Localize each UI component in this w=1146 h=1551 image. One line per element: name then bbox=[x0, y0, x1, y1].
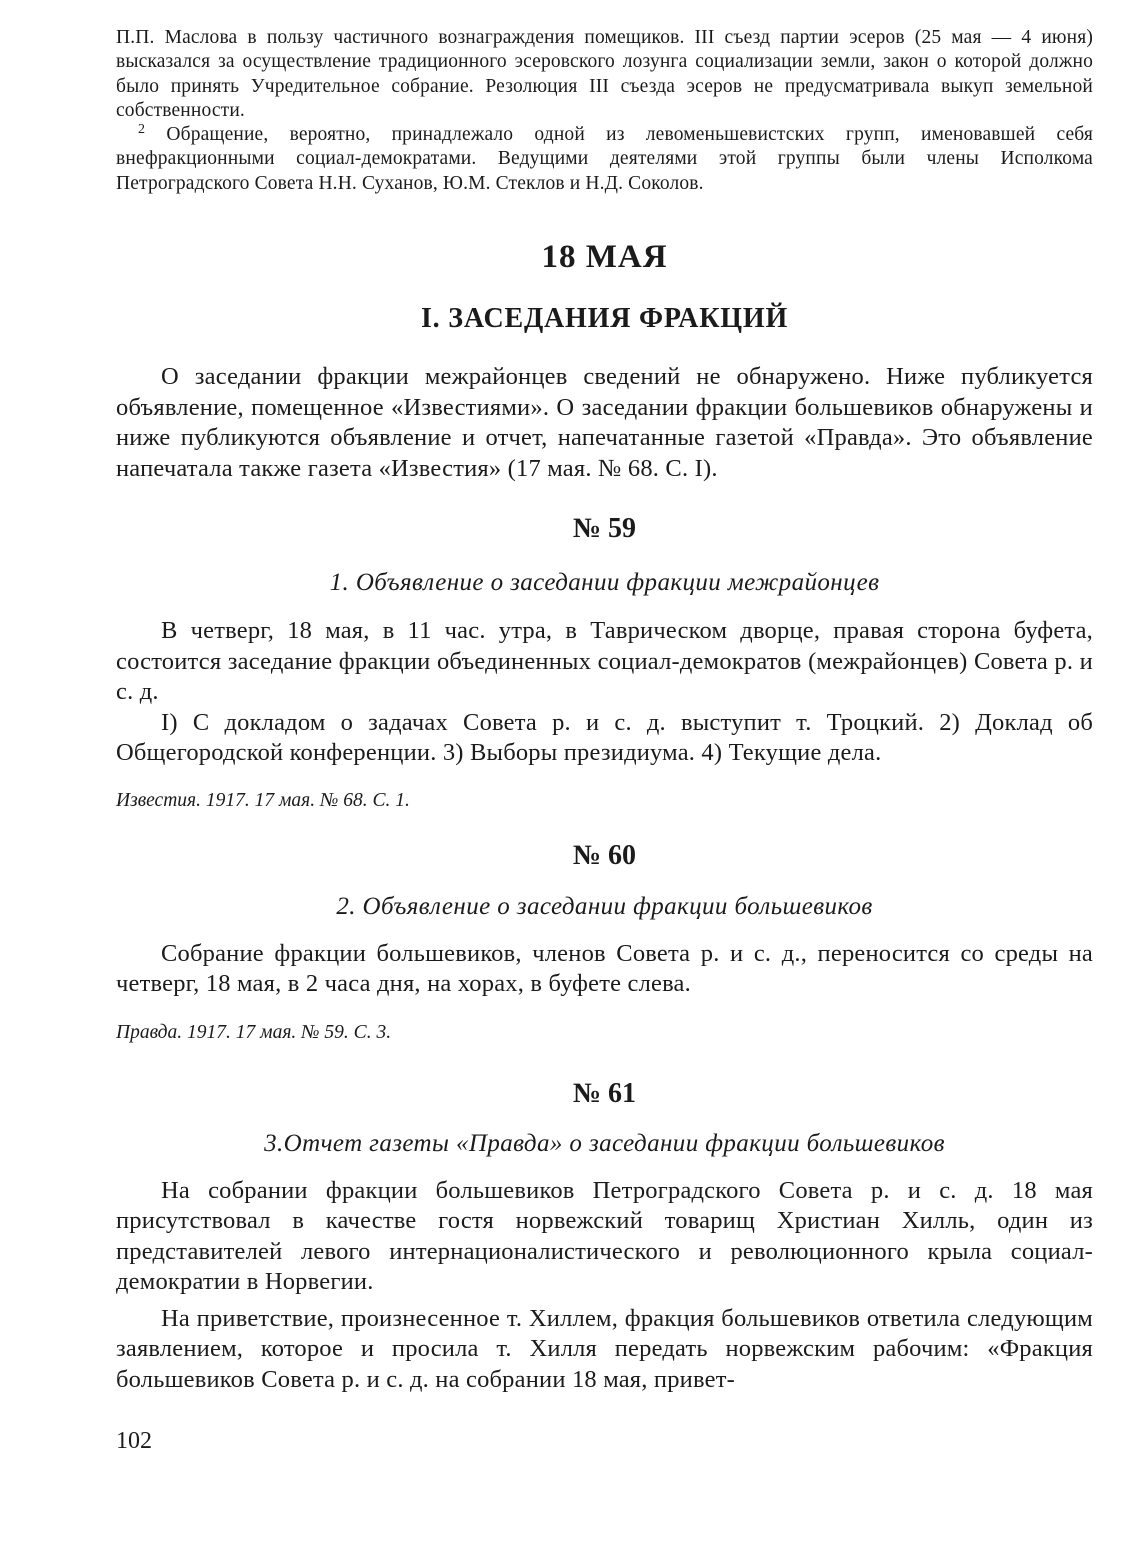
document-paragraph: I) С докладом о задачах Совета р. и с. д. выступит т. Троцкий. 2) Доклад об Общегородской конференции. 3) Выборы президиума. 4) Текущие дела. bbox=[116, 708, 1093, 767]
document-paragraph: Собрание фракции большевиков, членов Совета р. и с. д., переносится со среды на четверг, 18 мая, в 2 часа дня, на хорах, в буфете слева. bbox=[116, 939, 1093, 998]
document-60 bbox=[116, 839, 1093, 1045]
document-paragraph: В четверг, 18 мая, в 11 час. утра, в Таврическом дворце, правая сторона буфета, состоится заседание фракции объединенных социал-демократов (межрайонцев) Совета р. и с. д. bbox=[116, 617, 1093, 706]
document-number: № 59 bbox=[572, 513, 637, 545]
section-heading: I. ЗАСЕДАНИЯ ФРАКЦИЙ bbox=[420, 303, 789, 335]
footnote-2 bbox=[116, 123, 1093, 196]
document-paragraph: На приветствие, произнесенное т. Хиллем, фракция большевиков ответила следующим заявлением, которое и просила т. Хилля передать норвежским рабочим: «Фракция большевиков Совета р. и с. д. на собрании 18 мая, привет- bbox=[116, 1304, 1093, 1393]
page-number: 102 bbox=[116, 1428, 152, 1454]
page-body bbox=[116, 26, 1093, 1395]
footnote-2-text: Обращение, вероятно, принадлежало одной из левоменьшевистских групп, именовавшей себя внефракционными социал-демократами. Ведущими деятелями этой группы были члены Исполкома Петроградского Совета Н.Н. Суханов, Ю.М. Стеклов и Н.Д. Соколов. bbox=[116, 124, 1093, 194]
document-title: 3.Отчет газеты «Правда» о заседании фракции большевиков bbox=[264, 1129, 945, 1157]
document-source: Правда. 1917. 17 мая. № 59. С. 3. bbox=[116, 1021, 392, 1043]
document-title: 2. Объявление о заседании фракции большевиков bbox=[336, 892, 873, 920]
document-number: № 60 bbox=[572, 839, 637, 871]
footnote-marker: 2 bbox=[138, 122, 146, 138]
document-title: 1. Объявление о заседании фракции межрайонцев bbox=[329, 569, 880, 597]
document-59 bbox=[116, 512, 1093, 813]
date-heading: 18 МАЯ bbox=[541, 239, 668, 276]
footnote-continuation: П.П. Маслова в пользу частичного вознаграждения помещиков. III съезд партии эсеров (25 мая — 4 июня) высказался за осуществление традиционного эсеровского лозунга социализации земли, закон о которой должно было принять Учредительное собрание. Резолюция III съезда эсеров не предусматривала выкуп земельной собственности. bbox=[116, 27, 1093, 121]
document-paragraph: На собрании фракции большевиков Петроградского Совета р. и с. д. 18 мая присутствовал в качестве гостя норвежский товарищ Христиан Хилль, один из представителей левого интернационалистического и революционного крыла социал-демократии в Норвегии. bbox=[116, 1176, 1093, 1296]
intro-paragraph: О заседании фракции межрайонцев сведений не обнаружено. Ниже публикуется объявление, помещенное «Известиями». О заседании фракции большевиков обнаружены и ниже публикуются объявление и отчет, напечатанные газетой «Правда». Это объявление напечатала также газета «Известия» (17 мая. № 68. С. I). bbox=[116, 363, 1093, 482]
document-source: Известия. 1917. 17 мая. № 68. С. 1. bbox=[116, 789, 410, 811]
document-number: № 61 bbox=[572, 1077, 637, 1109]
document-61 bbox=[116, 1077, 1093, 1396]
